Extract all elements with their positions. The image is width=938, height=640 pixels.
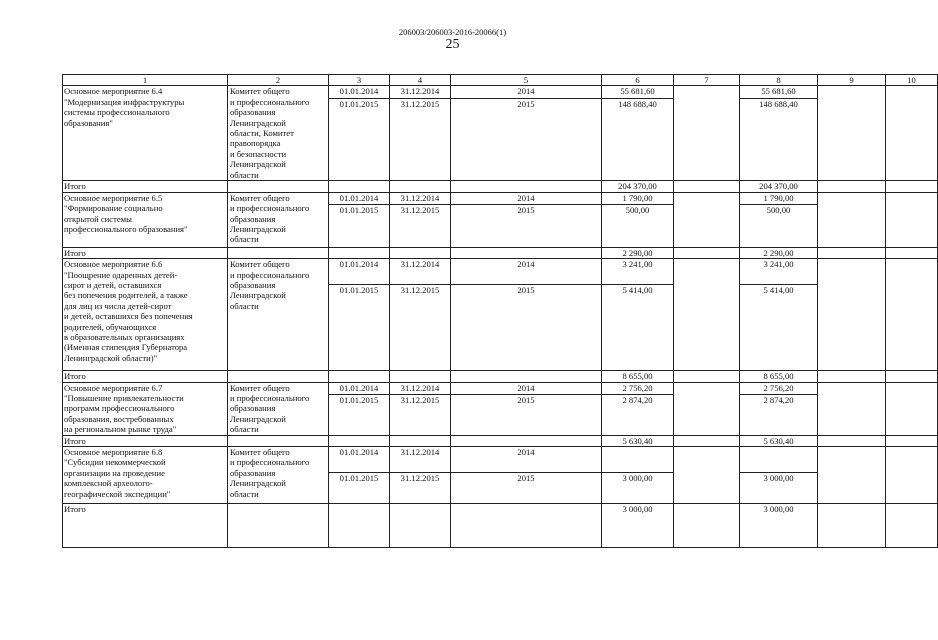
activity-name: Основное мероприятие 6.6 "Поощрение одаренных детей- сирот и детей, оставшихся без попечения родителей, а также для лиц из числа детей-сирот и детей, оставшихся без попечения родителей, обучающихся в образовательных организациях (Именная стипендия Губернатора Ленинградской области)"	[63, 259, 228, 371]
end-date: 31.12.2015	[390, 285, 451, 371]
total-amount: 8 655,00	[602, 371, 674, 382]
table-row	[63, 259, 938, 285]
amount-regional: 148 688,40	[740, 99, 818, 181]
executor: Комитет общего и профессионального образования Ленинградской области, Комитет правопорядка и безопасности Ленинградской области	[228, 86, 329, 181]
end-date: 31.12.2015	[390, 204, 451, 247]
executor: Комитет общего и профессионального образования Ленинградской области	[228, 382, 329, 435]
total-row	[63, 371, 938, 382]
empty-cell	[818, 382, 886, 435]
year: 2015	[451, 204, 602, 247]
empty-cell	[886, 259, 938, 371]
activity-name: Основное мероприятие 6.7 "Повышение привлекательности программ профессионального образования, востребованных на региональном рынке труда"	[63, 382, 228, 435]
end-date: 31.12.2014	[390, 192, 451, 204]
amount-regional: 3 000,00	[740, 473, 818, 504]
col-header-7: 7	[674, 75, 740, 86]
total-label: Итого	[63, 247, 228, 258]
start-date: 01.01.2014	[329, 382, 390, 394]
total-amount-regional: 204 370,00	[740, 181, 818, 192]
executor: Комитет общего и профессионального образования Ленинградской области	[228, 259, 329, 371]
col-header-1: 1	[63, 75, 228, 86]
document-code: 206003/206003-2016-20066(1)	[398, 27, 507, 37]
end-date: 31.12.2015	[390, 394, 451, 435]
empty-cell	[818, 192, 886, 247]
amount-regional: 1 790,00	[740, 192, 818, 204]
start-date: 01.01.2015	[329, 394, 390, 435]
col-header-9: 9	[818, 75, 886, 86]
amount-regional: 3 241,00	[740, 259, 818, 285]
start-date: 01.01.2015	[329, 99, 390, 181]
empty-cell	[818, 447, 886, 504]
total-row	[63, 247, 938, 258]
total-row	[63, 504, 938, 548]
amount-total: 3 000,00	[602, 473, 674, 504]
amount-total: 5 414,00	[602, 285, 674, 371]
amount-regional: 5 414,00	[740, 285, 818, 371]
amount-total: 2 756,20	[602, 382, 674, 394]
start-date: 01.01.2015	[329, 285, 390, 371]
start-date: 01.01.2015	[329, 204, 390, 247]
year: 2014	[451, 447, 602, 473]
total-amount-regional: 5 630,40	[740, 435, 818, 446]
activity-name: Основное мероприятие 6.4 "Модернизация инфраструктуры системы профессионального образования"	[63, 86, 228, 181]
total-label: Итого	[63, 504, 228, 548]
col-header-6: 6	[602, 75, 674, 86]
amount-regional: 500,00	[740, 204, 818, 247]
empty-cell	[818, 259, 886, 371]
end-date: 31.12.2014	[390, 86, 451, 99]
total-amount: 5 630,40	[602, 435, 674, 446]
end-date: 31.12.2015	[390, 473, 451, 504]
empty-cell	[674, 447, 740, 504]
col-header-3: 3	[329, 75, 390, 86]
start-date: 01.01.2014	[329, 447, 390, 473]
amount-total: 500,00	[602, 204, 674, 247]
table-row	[63, 382, 938, 394]
empty-cell	[674, 382, 740, 435]
end-date: 31.12.2014	[390, 382, 451, 394]
total-label: Итого	[63, 181, 228, 192]
total-amount: 204 370,00	[602, 181, 674, 192]
empty-cell	[886, 382, 938, 435]
empty-cell	[674, 86, 740, 181]
year: 2015	[451, 473, 602, 504]
start-date: 01.01.2014	[329, 192, 390, 204]
executor: Комитет общего и профессионального образования Ленинградской области	[228, 192, 329, 247]
col-header-10: 10	[886, 75, 938, 86]
amount-regional: 55 681,60	[740, 86, 818, 99]
activity-name: Основное мероприятие 6.5 "Формирование социально открытой системы профессионального образования"	[63, 192, 228, 247]
table-row	[63, 86, 938, 99]
col-header-5: 5	[451, 75, 602, 86]
start-date: 01.01.2014	[329, 259, 390, 285]
total-label: Итого	[63, 371, 228, 382]
end-date: 31.12.2015	[390, 99, 451, 181]
end-date: 31.12.2014	[390, 447, 451, 473]
activity-name: Основное мероприятие 6.8 "Субсидии некоммерческой организации на проведение комплексной археолого- географической экспедиции"	[63, 447, 228, 504]
year: 2014	[451, 192, 602, 204]
amount-total: 1 790,00	[602, 192, 674, 204]
program-table	[62, 74, 938, 548]
total-amount-regional: 3 000,00	[740, 504, 818, 548]
total-label: Итого	[63, 435, 228, 446]
amount-total	[602, 447, 674, 473]
total-amount: 2 290,00	[602, 247, 674, 258]
total-row	[63, 435, 938, 446]
year: 2015	[451, 99, 602, 181]
year: 2014	[451, 259, 602, 285]
total-row	[63, 181, 938, 192]
table-row	[63, 447, 938, 473]
total-amount-regional: 8 655,00	[740, 371, 818, 382]
table-row	[63, 192, 938, 204]
end-date: 31.12.2014	[390, 259, 451, 285]
empty-cell	[886, 447, 938, 504]
page-number: 25	[445, 37, 460, 52]
amount-total: 148 688,40	[602, 99, 674, 181]
amount-total: 3 241,00	[602, 259, 674, 285]
amount-regional: 2 756,20	[740, 382, 818, 394]
col-header-8: 8	[740, 75, 818, 86]
year: 2015	[451, 394, 602, 435]
empty-cell	[674, 192, 740, 247]
empty-cell	[886, 86, 938, 181]
year: 2015	[451, 285, 602, 371]
year: 2014	[451, 382, 602, 394]
start-date: 01.01.2015	[329, 473, 390, 504]
col-header-4: 4	[390, 75, 451, 86]
start-date: 01.01.2014	[329, 86, 390, 99]
empty-cell	[818, 86, 886, 181]
column-number-row	[63, 75, 938, 86]
amount-regional: 2 874,20	[740, 394, 818, 435]
amount-total: 55 681,60	[602, 86, 674, 99]
total-amount: 3 000,00	[602, 504, 674, 548]
empty-cell	[886, 192, 938, 247]
executor: Комитет общего и профессионального образования Ленинградской области	[228, 447, 329, 504]
col-header-2: 2	[228, 75, 329, 86]
total-amount-regional: 2 290,00	[740, 247, 818, 258]
year: 2014	[451, 86, 602, 99]
empty-cell	[674, 259, 740, 371]
amount-regional	[740, 447, 818, 473]
amount-total: 2 874,20	[602, 394, 674, 435]
